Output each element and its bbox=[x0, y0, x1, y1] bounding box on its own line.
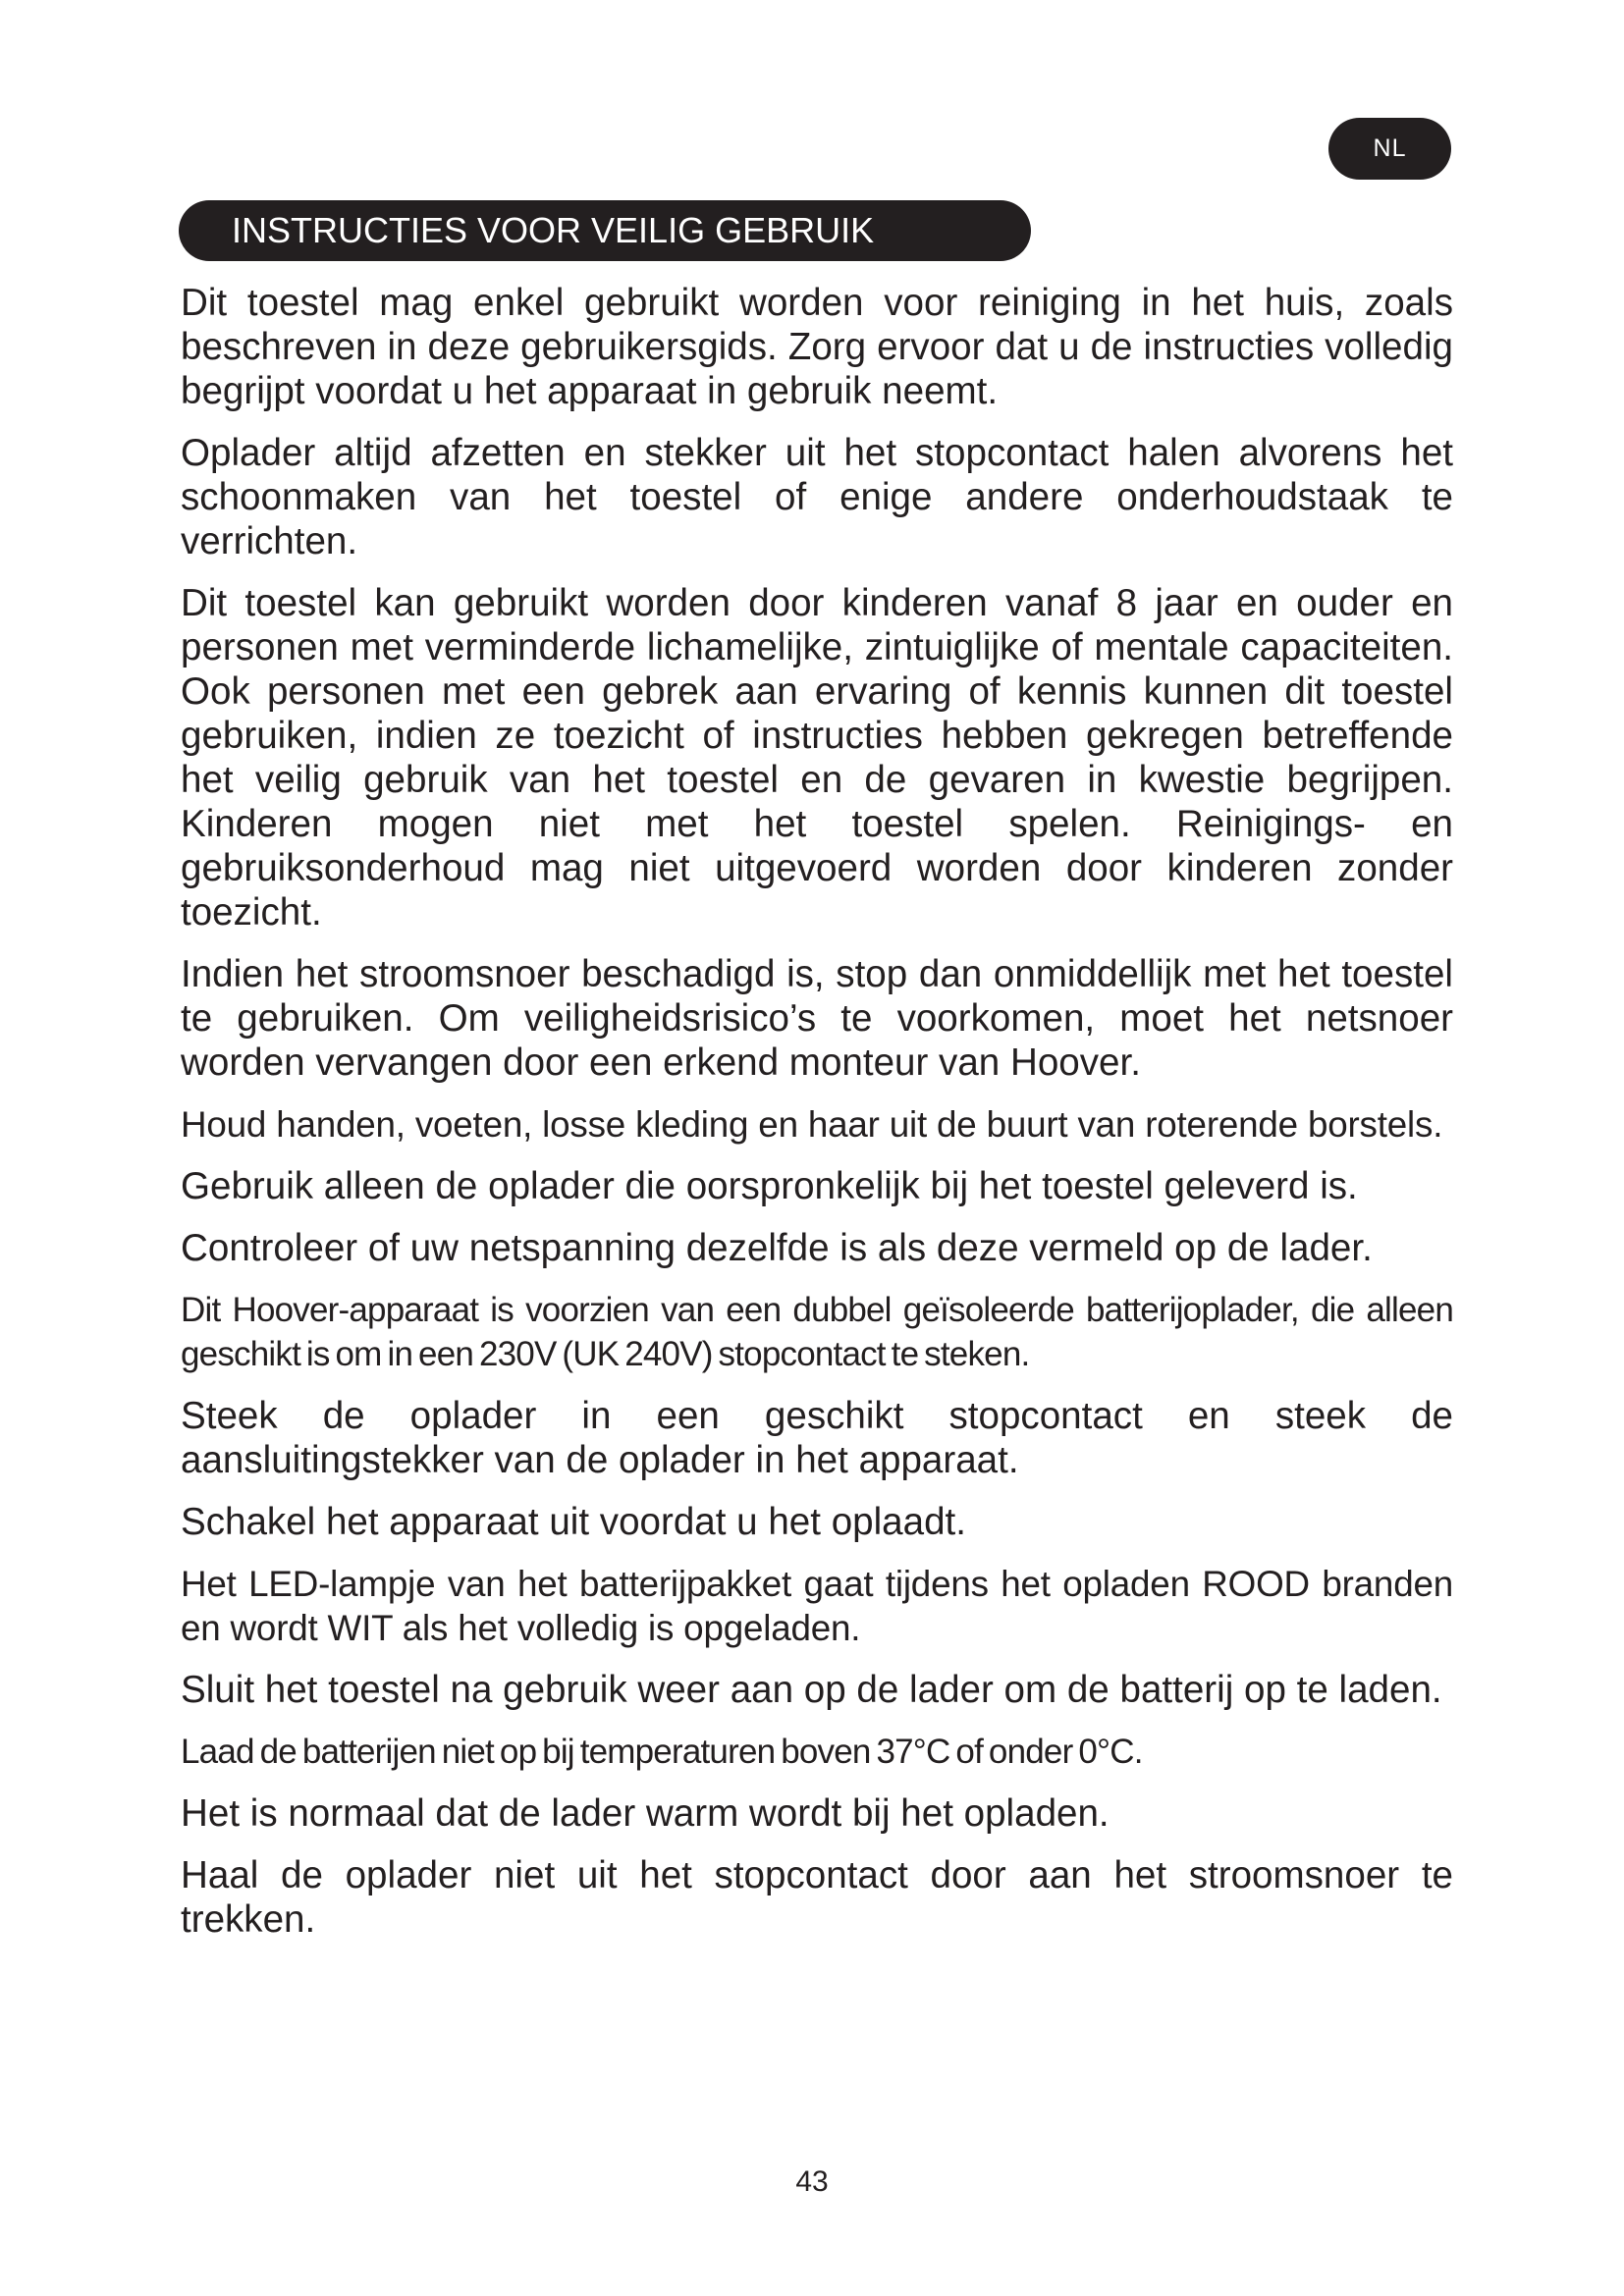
paragraph-unplug-before-cleaning: Oplader altijd afzetten en stekker uit het stopcontact halen alvorens het schoonmaken van het toestel of enige andere onderhoudstaak te verrichten. bbox=[181, 432, 1453, 562]
paragraph-original-charger: Gebruik alleen de oplader die oorspronkelijk bij het toestel geleverd is. bbox=[181, 1165, 1358, 1207]
paragraph-children-and-capabilities: Dit toestel kan gebruikt worden door kinderen vanaf 8 jaar en ouder en personen met verminderde lichamelijke, zintuiglijke of mentale capaciteiten. Ook personen met een gebrek aan ervaring of kennis kunnen dit toestel gebruiken, indien ze toezicht of instructies hebben gekregen betreffende het veilig gebruik van het toestel en de gevaren in kwestie begrijpen. Kinderen mogen niet met het toestel spelen. Reinigings- en gebruiksonderhoud mag niet uitgevoerd worden door kinderen zonder toezicht. bbox=[181, 582, 1453, 934]
language-badge: NL bbox=[1328, 118, 1451, 180]
paragraph-switch-off-before-charging: Schakel het apparaat uit voordat u het oplaadt. bbox=[181, 1501, 966, 1543]
paragraph-reconnect-after-use: Sluit het toestel na gebruik weer aan op de lader om de batterij op te laden. bbox=[181, 1669, 1442, 1711]
paragraph-damaged-cord: Indien het stroomsnoer beschadigd is, stop dan onmiddellijk met het toestel te gebruiken. Om veiligheidsrisico’s te voorkomen, moet het netsnoer worden vervangen door een erkend monteur van Hoover. bbox=[181, 953, 1453, 1084]
paragraph-check-voltage: Controleer of uw netspanning dezelfde is als deze vermeld op de lader. bbox=[181, 1227, 1373, 1269]
paragraph-double-insulated-charger: Dit Hoover-apparaat is voorzien van een dubbel geïsoleerde batterijoplader, die alleen geschikt is om in een 230V (UK 240V) stopcontact te steken. bbox=[181, 1291, 1453, 1373]
page-number: 43 bbox=[795, 2165, 829, 2198]
paragraph-charging-temperature: Laad de batterijen niet op bij temperaturen boven 37°C of onder 0°C. bbox=[181, 1733, 1143, 1771]
safety-instructions bbox=[181, 281, 1453, 1959]
paragraph-rotating-brushes: Houd handen, voeten, losse kleding en haar uit de buurt van roterende borstels. bbox=[181, 1104, 1443, 1145]
paragraph-charger-warm: Het is normaal dat de lader warm wordt bij het opladen. bbox=[181, 1792, 1110, 1835]
paragraph-plug-in-charger: Steek de oplader in een geschikt stopcontact en steek de aansluitingstekker van de oplader in het apparaat. bbox=[181, 1395, 1453, 1481]
paragraph-led-indicator: Het LED-lampje van het batterijpakket gaat tijdens het opladen ROOD branden en wordt WIT als het volledig is opgeladen. bbox=[181, 1564, 1453, 1648]
paragraph-do-not-pull-cord: Haal de oplader niet uit het stopcontact door aan het stroomsnoer te trekken. bbox=[181, 1854, 1453, 1941]
section-title: INSTRUCTIES VOOR VEILIG GEBRUIK bbox=[179, 200, 1031, 261]
paragraph-intended-use: Dit toestel mag enkel gebruikt worden voor reiniging in het huis, zoals beschreven in deze gebruikersgids. Zorg ervoor dat u de instructies volledig begrijpt voordat u het apparaat in gebruik neemt. bbox=[181, 282, 1453, 412]
